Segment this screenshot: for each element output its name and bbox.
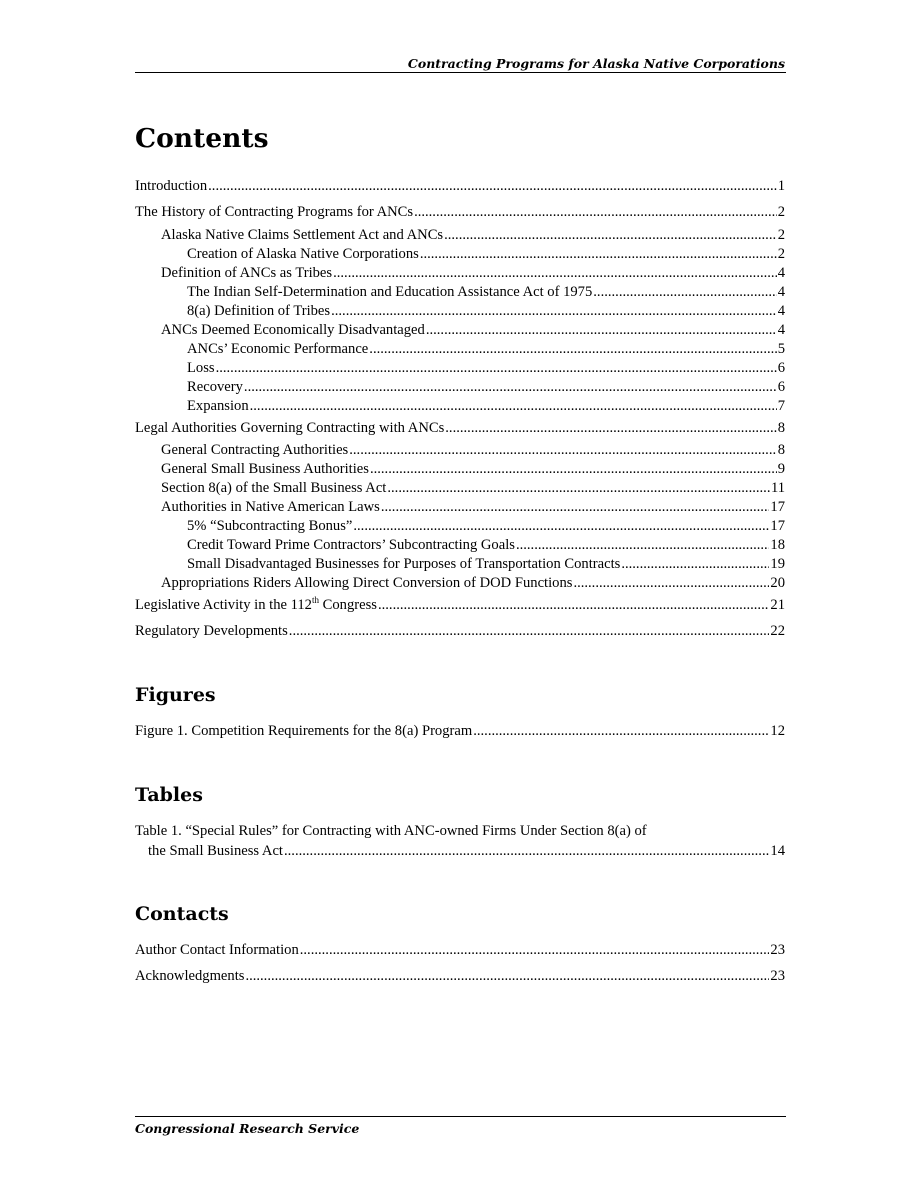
page-number: 8 — [777, 420, 785, 436]
page-number: 9 — [777, 461, 785, 477]
toc-entry-regulatory-developments[interactable]: Regulatory Developments ..... 22 — [135, 622, 785, 640]
dot-leader — [244, 378, 777, 396]
page-number: 4 — [777, 303, 785, 319]
dot-leader — [353, 517, 769, 535]
page-footer: Congressional Research Service — [135, 1121, 360, 1136]
dot-leader — [387, 479, 770, 497]
page-number: 23 — [770, 942, 785, 958]
dot-leader — [284, 842, 769, 860]
toc-entry-8a-tribes[interactable]: 8(a) Definition of Tribes ..... 4 — [135, 302, 785, 320]
dot-leader — [349, 441, 776, 459]
page-number: 2 — [777, 204, 785, 220]
toc-entry-section-8a[interactable]: Section 8(a) of the Small Business Act ..... 11 — [135, 479, 785, 497]
toc-entry-appropriations-riders[interactable]: Appropriations Riders Allowing Direct Conversion of DOD Functions ..... 20 — [135, 574, 785, 592]
toc-entry-credit-prime[interactable]: Credit Toward Prime Contractors’ Subcontracting Goals ..... 18 — [135, 536, 785, 554]
dot-leader — [573, 574, 769, 592]
table-entry-1-line1[interactable]: Table 1. “Special Rules” for Contracting with ANC-owned Firms Under Section 8(a) of — [135, 823, 647, 839]
contact-entry-author[interactable]: Author Contact Information ..... 23 — [135, 941, 785, 959]
dot-leader — [333, 264, 777, 282]
dot-leader — [445, 419, 776, 437]
page-number: 2 — [777, 227, 785, 243]
page-number: 21 — [770, 597, 785, 613]
figure-entry-1[interactable]: Figure 1. Competition Requirements for the 8(a) Program ..... 12 — [135, 722, 785, 740]
toc-entry-ancsa[interactable]: Alaska Native Claims Settlement Act and ANCs ..... 2 — [135, 226, 785, 244]
page-number: 22 — [770, 623, 785, 639]
page-number: 7 — [777, 398, 785, 414]
toc-entry-definition-tribes[interactable]: Definition of ANCs as Tribes ..... 4 — [135, 264, 785, 282]
toc-entry-isdeaa[interactable]: The Indian Self-Determination and Education Assistance Act of 1975 ..... 4 — [135, 283, 785, 301]
running-head: Contracting Programs for Alaska Native Corporations — [407, 56, 785, 71]
page-number: 1 — [777, 178, 785, 194]
dot-leader — [369, 340, 776, 358]
toc-entry-general-small-business[interactable]: General Small Business Authorities ..... 9 — [135, 460, 785, 478]
dot-leader — [420, 245, 777, 263]
dot-leader — [289, 622, 770, 640]
dot-leader — [250, 397, 777, 415]
dot-leader — [245, 967, 769, 985]
page-number: 17 — [770, 518, 785, 534]
page-number: 8 — [777, 442, 785, 458]
page-number: 12 — [770, 723, 785, 739]
dot-leader — [300, 941, 770, 959]
dot-leader — [516, 536, 769, 554]
toc-entry-sdb-transportation[interactable]: Small Disadvantaged Businesses for Purposes of Transportation Contracts ..... 19 — [135, 555, 785, 573]
header-rule — [135, 72, 786, 73]
dot-leader — [381, 498, 770, 516]
toc-entry-history[interactable]: The History of Contracting Programs for ANCs ..... 2 — [135, 203, 785, 221]
page-number: 11 — [770, 480, 785, 496]
dot-leader — [378, 596, 769, 614]
page-number: 20 — [770, 575, 785, 591]
toc-entry-introduction[interactable]: Introduction ..... 1 — [135, 177, 785, 195]
page-number: 23 — [770, 968, 785, 984]
footer-rule — [135, 1116, 786, 1117]
toc-entry-legislative-activity[interactable]: Legislative Activity in the 112th Congress ..... 21 — [135, 596, 785, 614]
dot-leader — [216, 359, 777, 377]
contents-heading: Contents — [135, 123, 269, 154]
dot-leader — [621, 555, 769, 573]
dot-leader — [593, 283, 776, 301]
page-number: 17 — [770, 499, 785, 515]
page-number: 4 — [777, 322, 785, 338]
contact-entry-acknowledgments[interactable]: Acknowledgments ..... 23 — [135, 967, 785, 985]
toc-entry-creation[interactable]: Creation of Alaska Native Corporations ..... 2 — [135, 245, 785, 263]
dot-leader — [473, 722, 769, 740]
toc-entry-general-contracting[interactable]: General Contracting Authorities ..... 8 — [135, 441, 785, 459]
page-number: 18 — [770, 537, 785, 553]
toc-entry-expansion[interactable]: Expansion ..... 7 — [135, 397, 785, 415]
toc-entry-economically-disadvantaged[interactable]: ANCs Deemed Economically Disadvantaged ..... 4 — [135, 321, 785, 339]
page-number: 4 — [777, 284, 785, 300]
page-number: 4 — [777, 265, 785, 281]
dot-leader — [208, 177, 777, 195]
contacts-heading: Contacts — [135, 903, 229, 925]
page-number: 19 — [770, 556, 785, 572]
toc-entry-native-american-laws[interactable]: Authorities in Native American Laws ..... 17 — [135, 498, 785, 516]
toc-entry-subcontracting-bonus[interactable]: 5% “Subcontracting Bonus” ..... 17 — [135, 517, 785, 535]
dot-leader — [370, 460, 777, 478]
toc-entry-recovery[interactable]: Recovery ..... 6 — [135, 378, 785, 396]
dot-leader — [331, 302, 777, 320]
page-number: 5 — [777, 341, 785, 357]
page-number: 6 — [777, 360, 785, 376]
dot-leader — [426, 321, 777, 339]
toc-entry-economic-performance[interactable]: ANCs’ Economic Performance ..... 5 — [135, 340, 785, 358]
page-number: 6 — [777, 379, 785, 395]
table-entry-1-line2[interactable]: the Small Business Act ..... 14 — [135, 842, 785, 860]
toc-entry-legal-authorities[interactable]: Legal Authorities Governing Contracting with ANCs ..... 8 — [135, 419, 785, 437]
tables-heading: Tables — [135, 784, 203, 806]
dot-leader — [444, 226, 777, 244]
page-number: 2 — [777, 246, 785, 262]
page-number: 14 — [770, 843, 785, 859]
figures-heading: Figures — [135, 684, 216, 706]
toc-entry-loss[interactable]: Loss ..... 6 — [135, 359, 785, 377]
dot-leader — [414, 203, 777, 221]
